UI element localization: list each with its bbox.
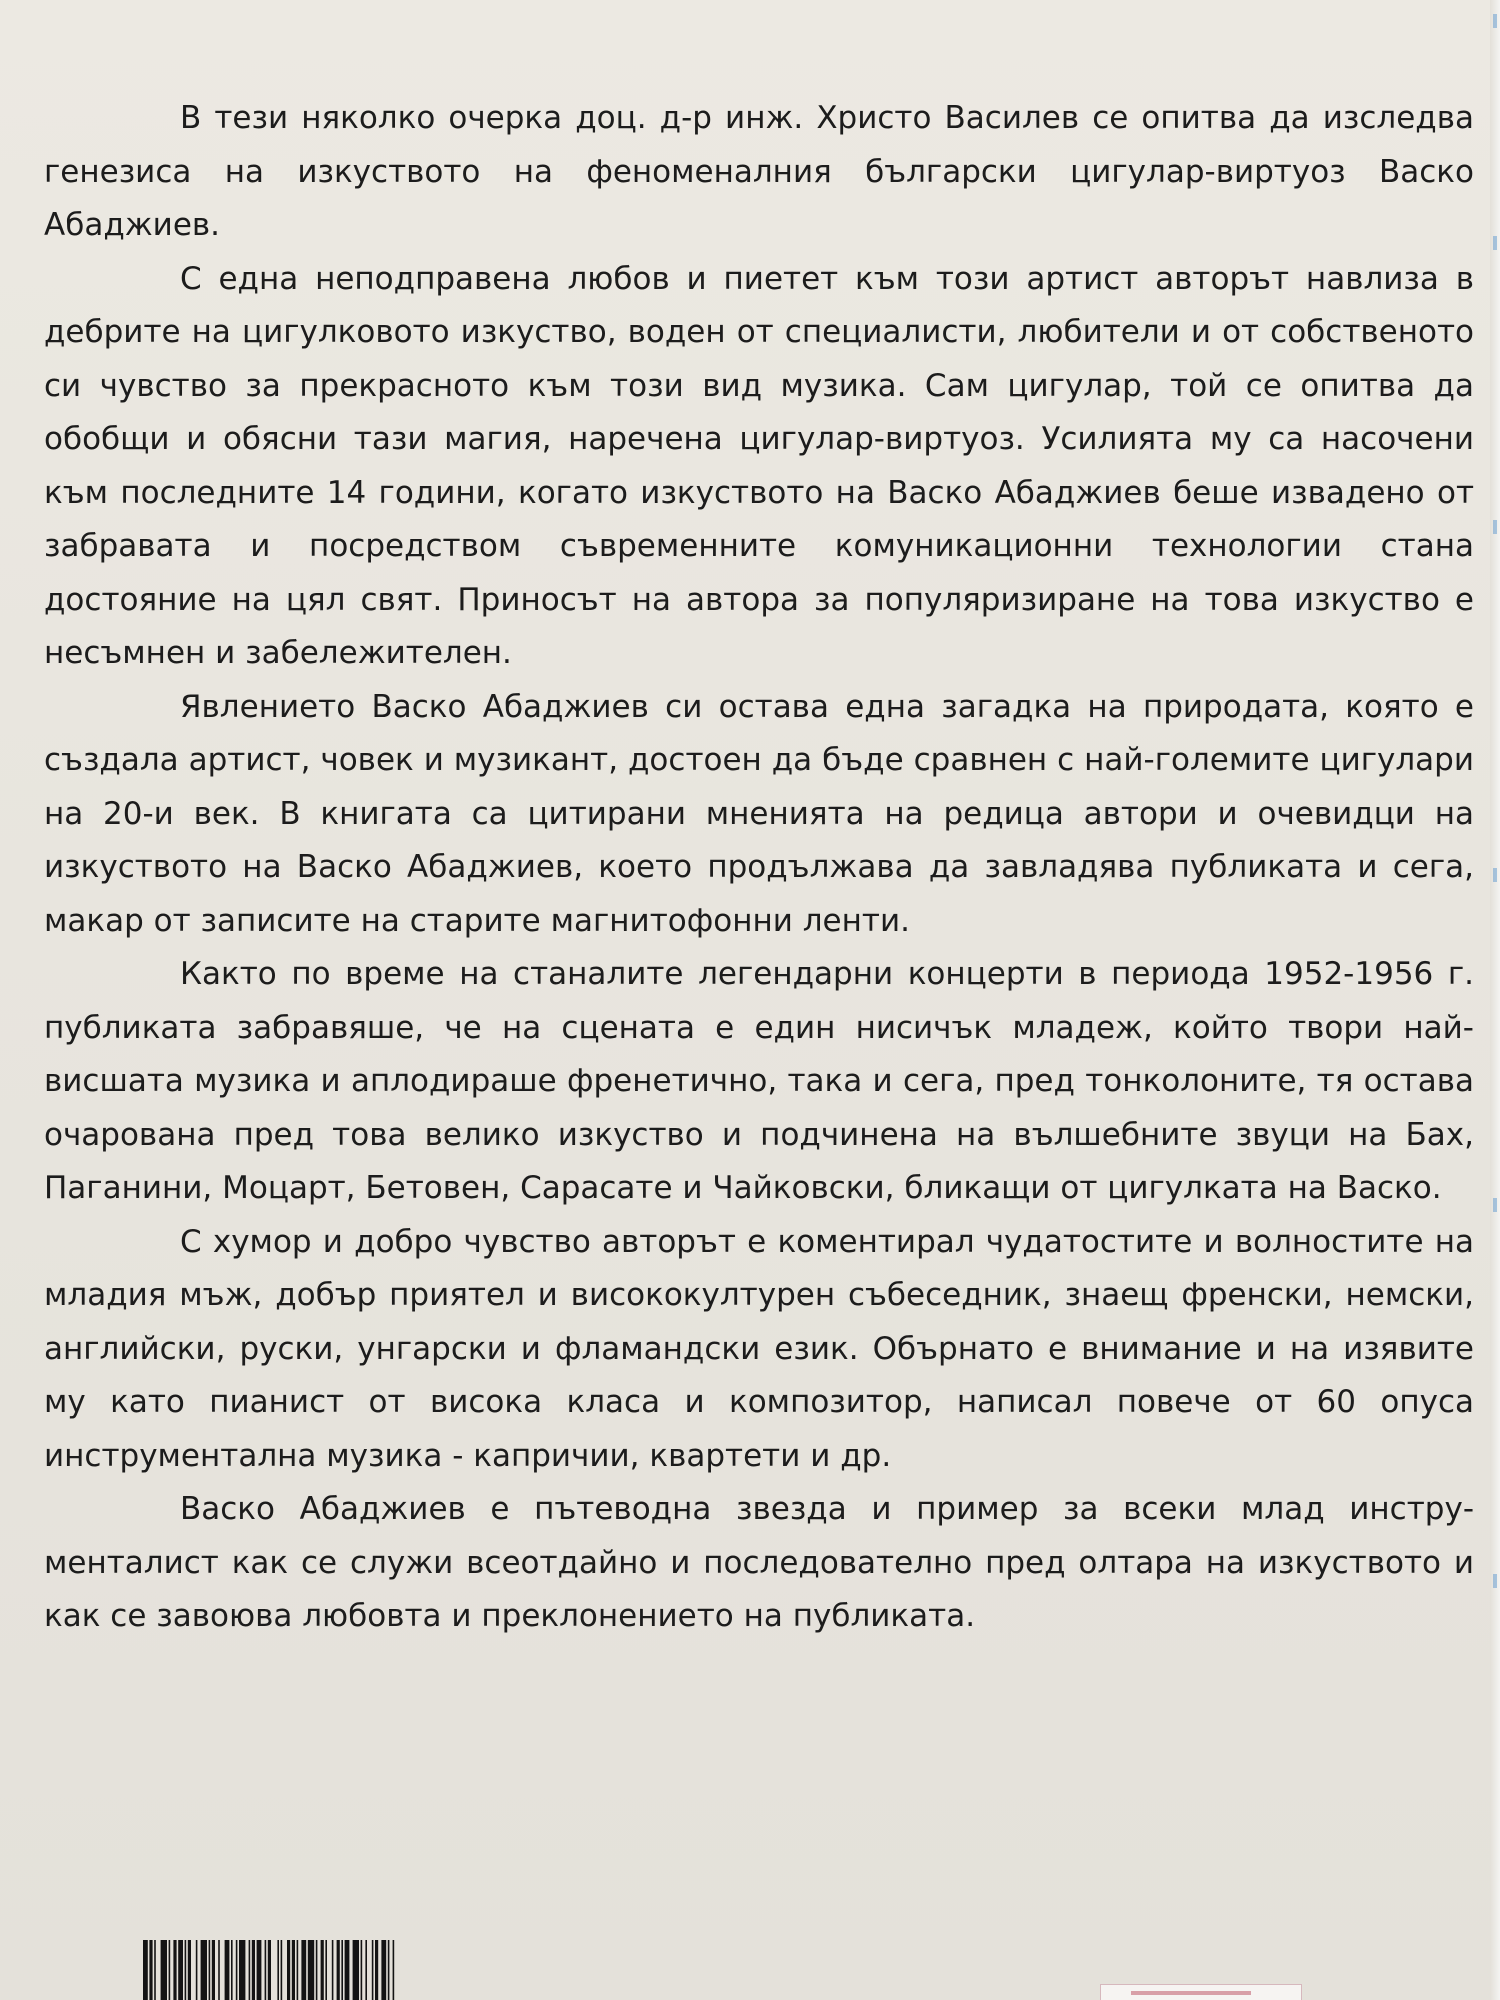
barcode-bar: [257, 1940, 262, 2000]
barcode-bar: [308, 1940, 314, 2000]
paragraph-5: С хумор и добро чувство авторът е коментирал чудатостите и волностите на младия мъж, добър приятел и висококултурен събеседник, знаещ френски, немски, английски, руски, унгарски и фламандски език. Обърнато е внимание и на изявите му като пианист от висока класа и композитор, написал повече от 60 опуса инструментална музика - капричии, квартети и др.: [44, 1223, 1474, 1474]
barcode-bar: [375, 1940, 378, 2000]
barcode-bar: [281, 1940, 283, 2000]
barcode-bar: [292, 1940, 295, 2000]
barcode-bar: [337, 1940, 340, 2000]
barcode-bar: [154, 1940, 156, 2000]
barcode-bar: [265, 1940, 267, 2000]
barcode-bar: [169, 1940, 171, 2000]
paragraph-6: Васко Абаджиев е пътеводна звезда и пример за всеки млад инструменталист как се служи всеотдайно и последователно пред олтара на изкуството и как се завоюва любовта и преклонението на публиката.: [44, 1491, 1474, 1634]
barcode-bar: [212, 1940, 215, 2000]
barcode-bar: [345, 1940, 350, 2000]
barcode-bar: [341, 1940, 343, 2000]
barcode-bar: [188, 1940, 191, 2000]
barcode-bar: [287, 1940, 290, 2000]
barcode-bar: [249, 1940, 251, 2000]
cover-text-block: [44, 92, 1474, 1644]
barcode-bar: [225, 1940, 230, 2000]
barcode-bar: [277, 1940, 279, 2000]
barcode-bar: [393, 1940, 395, 2000]
barcode-bar: [218, 1940, 220, 2000]
barcode-bar: [236, 1940, 238, 2000]
paragraph-2: С една неподправена любов и пиетет към този артист авторът навлиза в дебрите на цигулковото изкуство, воден от специалисти, любители и от собственото си чувство за прекрасното към този вид музика. Сам цигулар, той се опитва да обобщи и обясни тази магия, наречена цигулар-виртуоз. Усилията му са насочени към последните 14 години, когато изкуството на Васко Абаджиев беше извадено от забравата и посредством съвременните комуникационни технологии стана достояние на цял свят. Приносът на автора за популяризиране на това изкуство е несъмнен и забележителен.: [44, 260, 1474, 671]
barcode-bar: [239, 1940, 245, 2000]
barcode-bar: [353, 1940, 359, 2000]
barcode-bar: [231, 1940, 233, 2000]
barcode-icon: [143, 1940, 488, 2000]
barcode-bar: [268, 1940, 271, 2000]
barcode-bar: [143, 1940, 148, 2000]
barcode-bar: [372, 1940, 374, 2000]
barcode-bar: [201, 1940, 207, 2000]
barcode-bar: [178, 1940, 183, 2000]
barcode-bar: [381, 1940, 386, 2000]
page-edge: [1490, 0, 1500, 2000]
barcode-bar: [209, 1940, 211, 2000]
paragraph-3: Явлението Васко Абаджиев си остава една загадка на природата, която е създала артист, човек и музикант, достоен да бъде сравнен с най-голeмите цигулари на 20-и век. В книгата са цитирани мненията на редица автори и очевидци на изкуството на Васко Абаджиев, което продължава да завладява публиката и сега, макар от записите на старите магнитофонни ленти.: [44, 688, 1474, 939]
barcode-bar: [161, 1940, 167, 2000]
barcode-bar: [173, 1940, 176, 2000]
barcode-bar: [388, 1940, 390, 2000]
sticker-strip: [1131, 1991, 1251, 1995]
price-sticker-icon: [1100, 1984, 1302, 2000]
barcode-bar: [185, 1940, 187, 2000]
barcode-bar: [365, 1940, 367, 2000]
barcode-bar: [149, 1940, 152, 2000]
barcode-bar: [325, 1940, 327, 2000]
barcode-bar: [301, 1940, 306, 2000]
barcode-bar: [252, 1940, 255, 2000]
paragraph-4: Както по време на станалите легендарни концерти в периода 1952-1956 г. публиката забравяше, че на сцената е един нисичък младеж, който твори най-висшата музика и аплодираше френетично, така и сега, пред тонколоните, тя остава очарована пред това велико изкуство и подчинена на вълшебните звуци на Бах, Паганини, Моцарт, Бетовен, Сарасате и Чайковски, бликащи от цигулката на Васко.: [44, 956, 1474, 1206]
barcode-bar: [316, 1940, 318, 2000]
barcode-bar: [321, 1940, 324, 2000]
barcode-bar: [332, 1940, 334, 2000]
barcode-bar: [297, 1940, 299, 2000]
barcode-bar: [361, 1940, 363, 2000]
barcode-bar: [196, 1940, 198, 2000]
paragraph-1: В тези няколко очерка доц. д-р инж. Христо Василев се опитва да изследва генезиса на изкуството на феноменалния български цигулар-виртуоз Васко Абаджиев.: [44, 100, 1474, 243]
